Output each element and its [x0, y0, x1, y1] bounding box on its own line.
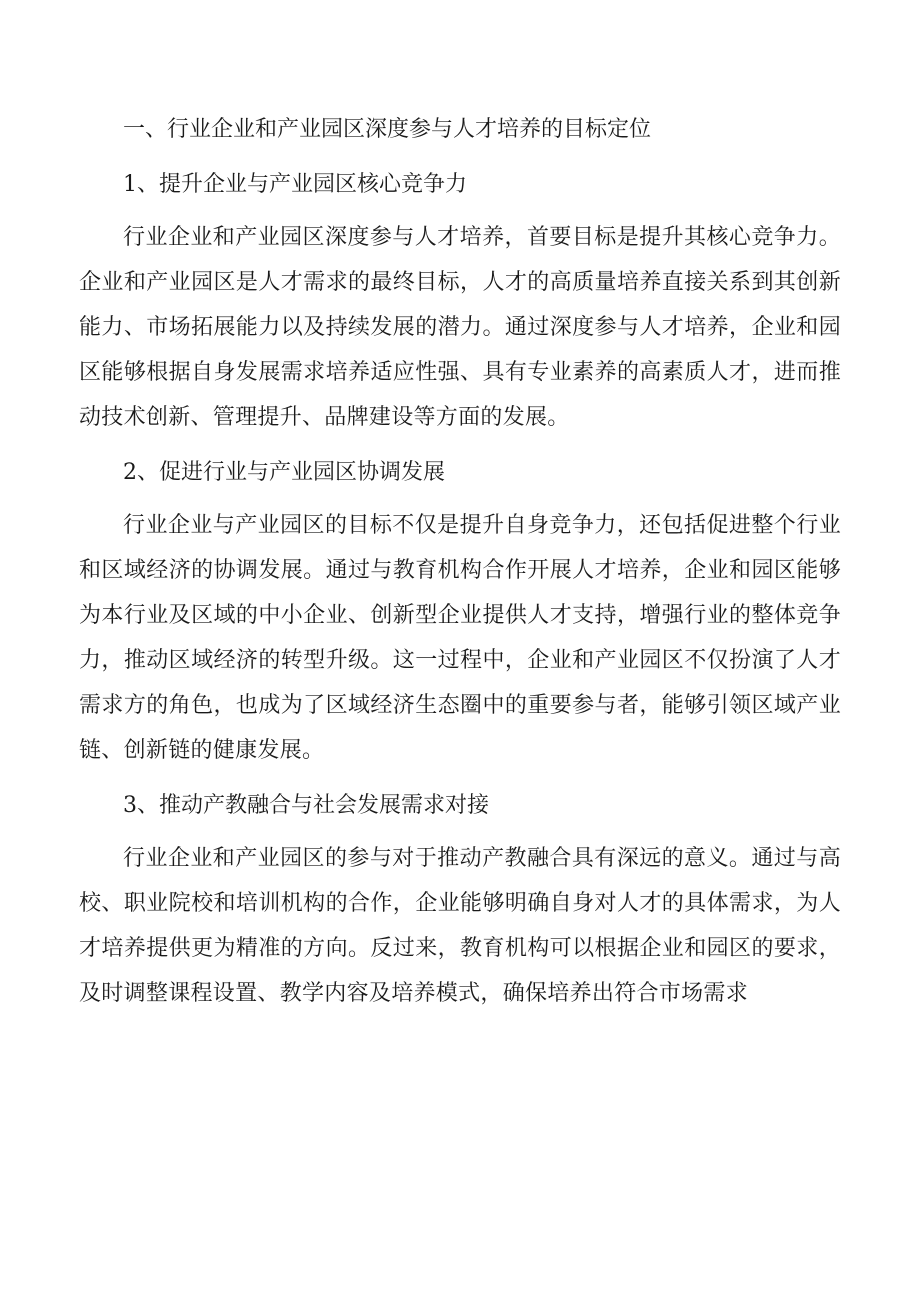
section-2-title: 2、促进行业与产业园区协调发展: [123, 460, 445, 485]
section-3-title: 3、推动产教融合与社会发展需求对接: [123, 793, 489, 818]
main-heading: 一、行业企业和产业园区深度参与人才培养的目标定位: [123, 117, 652, 142]
section-3-paragraph: 行业企业和产业园区的参与对于推动产教融合具有深远的意义。通过与高校、职业院校和培训机构的合作，企业能够明确自身对人才的具体需求，为人才培养提供更为精准的方向。反过来，教育机构可以根据企业和园区的要求，及时调整课程设置、教学内容及培养模式，确保培养出符合市场需求: [79, 846, 841, 1006]
document-body: [79, 107, 841, 1016]
section-1-paragraph: 行业企业和产业园区深度参与人才培养，首要目标是提升其核心竞争力。企业和产业园区是人才需求的最终目标，人才的高质量培养直接关系到其创新能力、市场拓展能力以及持续发展的潜力。通过深度参与人才培养，企业和园区能够根据自身发展需求培养适应性强、具有专业素养的高素质人才，进而推动技术创新、管理提升、品牌建设等方面的发展。: [79, 225, 841, 430]
section-2-paragraph: 行业企业与产业园区的目标不仅是提升自身竞争力，还包括促进整个行业和区域经济的协调发展。通过与教育机构合作开展人才培养，企业和园区能够为本行业及区域的中小企业、创新型企业提供人才支持，增强行业的整体竞争力，推动区域经济的转型升级。这一过程中，企业和产业园区不仅扮演了人才需求方的角色，也成为了区域经济生态圈中的重要参与者，能够引领区域产业链、创新链的健康发展。: [79, 513, 841, 763]
section-1-title: 1、提升企业与产业园区核心竞争力: [123, 172, 467, 197]
